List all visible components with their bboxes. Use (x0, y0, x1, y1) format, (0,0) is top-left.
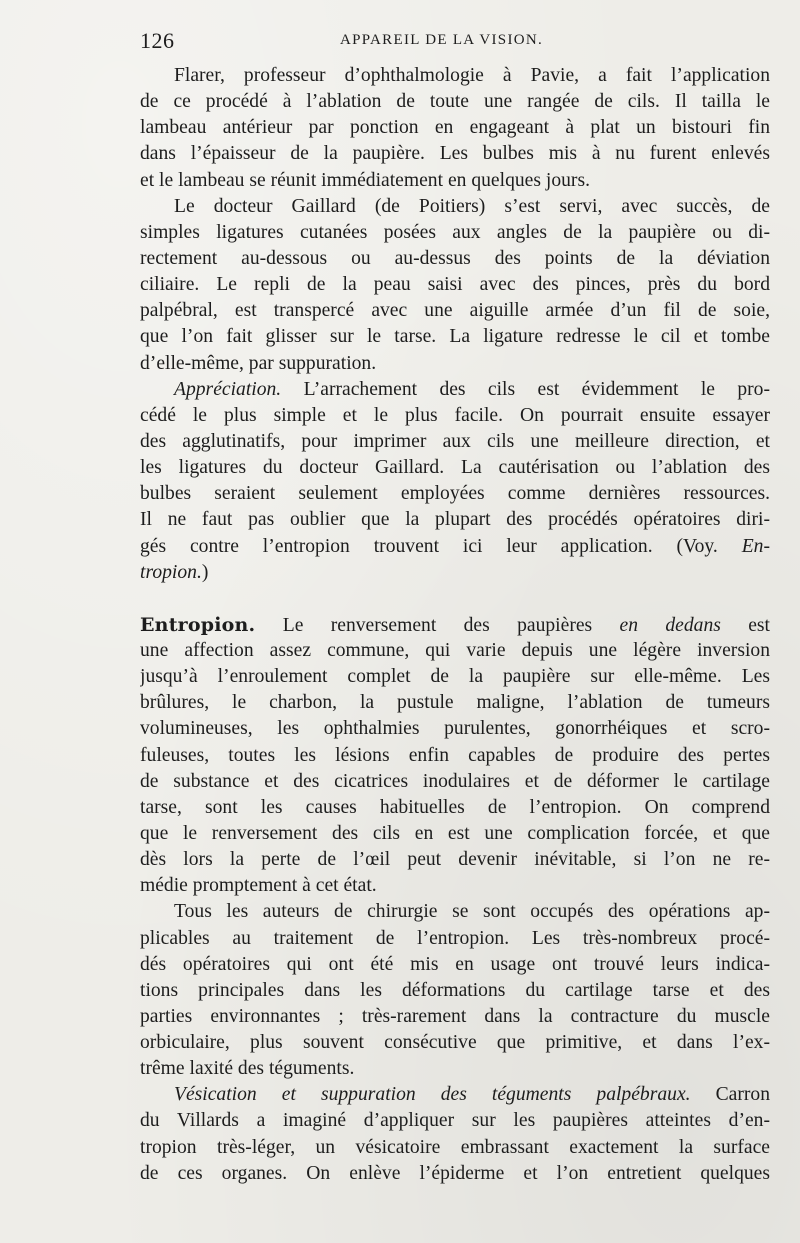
section-gap (140, 586, 770, 612)
text-line: volumineuses, les ophthalmies purulentes, gonorrhéiques et scro- (140, 718, 770, 740)
italic-lead: Appréciation. (174, 378, 282, 400)
italic-lead: Vésication et suppuration des téguments palpébraux. (174, 1084, 691, 1106)
text-line (140, 612, 770, 638)
text-line: dès lors la perte de l’œil peut devenir inévitable, si l’on ne re- (140, 849, 770, 871)
text-line: ciliaire. Le repli de la peau saisi avec des pinces, près du bord (140, 274, 770, 296)
text-run: Carron (690, 1084, 770, 1106)
section-heading: Entropion. (140, 613, 256, 636)
text-run: Le renversement des paupières (255, 614, 620, 636)
text-line: dés opératoires qui ont été mis en usage ont trouvé leurs indica- (140, 953, 770, 975)
text-line: plicables au traitement de l’entropion. Les très-nombreux procé- (140, 927, 770, 949)
text-line: trême laxité des téguments. (140, 1058, 355, 1080)
text-line: tarse, sont les causes habituelles de l’entropion. On comprend (140, 796, 770, 818)
text-line: Il ne faut pas oublier que la plupart des procédés opératoires diri- (140, 509, 770, 531)
italic-run: En- (741, 535, 770, 557)
text-line: cédé le plus simple et le plus facile. On pourrait ensuite essayer (140, 404, 770, 426)
paragraph-vesication (140, 1082, 770, 1187)
paragraph-gaillard (140, 194, 770, 377)
running-head (140, 28, 770, 60)
text-line: orbiculaire, plus souvent consécutive que primitive, et dans l’ex- (140, 1032, 770, 1054)
text-line: dans l’épaisseur de la paupière. Les bulbes mis à nu furent enlevés (140, 143, 770, 165)
text-line: jusqu’à l’enroulement complet de la paupière sur elle-même. Les (140, 666, 770, 688)
text-block (140, 63, 770, 1187)
text-line: Tous les auteurs de chirurgie se sont occupés des opérations ap- (174, 901, 770, 923)
running-title: APPAREIL DE LA VISION. (340, 32, 544, 48)
text-line: que l’on fait glisser sur le tarse. La ligature redresse le cil et tombe (140, 326, 770, 348)
text-line: une affection assez commune, qui varie depuis une légère inversion (140, 639, 770, 661)
italic-run: tropion. (140, 561, 202, 583)
text-line: des agglutinatifs, pour imprimer aux cils une meilleure direction, et (140, 430, 770, 452)
paragraph-auteurs (140, 899, 770, 1082)
text-line: palpébral, est transpercé avec une aiguille armée d’un fil de soie, (140, 300, 770, 322)
text-run: L’arrachement des cils est évidemment le pro- (281, 378, 770, 400)
text-line (140, 560, 770, 586)
text-line: médie promptement à cet état. (140, 875, 377, 897)
text-line: parties environnantes ; très-rarement dans la contracture du muscle (140, 1005, 770, 1027)
text-line: de ce procédé à l’ablation de toute une rangée de cils. Il tailla le (140, 91, 770, 113)
text-line: tropion très-léger, un vésicatoire embrassant exactement la surface (140, 1136, 770, 1158)
text-line: de ces organes. On enlève l’épiderme et l’on entretient quelques (140, 1162, 770, 1184)
text-line: que le renversement des cils en est une complication forcée, et que (140, 822, 770, 844)
text-line: brûlures, le charbon, la pustule maligne, l’ablation de tumeurs (140, 692, 770, 714)
text-line: tions principales dans les déformations du cartilage tarse et des (140, 979, 770, 1001)
text-line (140, 534, 770, 560)
text-line: et le lambeau se réunit immédiatement en quelques jours. (140, 169, 590, 191)
text-line: d’elle-même, par suppuration. (140, 352, 377, 374)
text-line: bulbes seraient seulement employées comme dernières ressources. (140, 483, 770, 505)
text-run: gés contre l’entropion trouvent ici leur application. (Voy. (140, 535, 742, 557)
text-line: fuleuses, toutes les lésions enfin capables de produire des pertes (140, 744, 770, 766)
text-line: du Villards a imaginé d’appliquer sur les paupières atteintes d’en- (140, 1110, 770, 1132)
text-line (140, 1082, 770, 1108)
text-line: Flarer, professeur d’ophthalmologie à Pavie, a fait l’application (174, 65, 770, 86)
text-run: ) (201, 561, 209, 583)
italic-run: en dedans (619, 614, 721, 636)
text-line: rectement au-dessous ou au-dessus des points de la déviation (140, 247, 770, 269)
paragraph-flarer (140, 63, 770, 194)
text-run: est (720, 614, 770, 636)
text-line: lambeau antérieur par ponction en engageant à plat un bistouri fin (140, 117, 770, 139)
page-number: 126 (140, 28, 175, 53)
paragraph-entropion (140, 612, 770, 900)
paragraph-appreciation (140, 377, 770, 586)
text-line: de substance et des cicatrices inodulaires et de déformer le cartilage (140, 770, 770, 792)
text-line: Le docteur Gaillard (de Poitiers) s’est servi, avec succès, de (174, 195, 770, 217)
text-line: les ligatures du docteur Gaillard. La cautérisation ou l’ablation des (140, 457, 770, 479)
text-line: simples ligatures cutanées posées aux angles de la paupière ou di- (140, 221, 770, 243)
text-line (140, 377, 770, 403)
